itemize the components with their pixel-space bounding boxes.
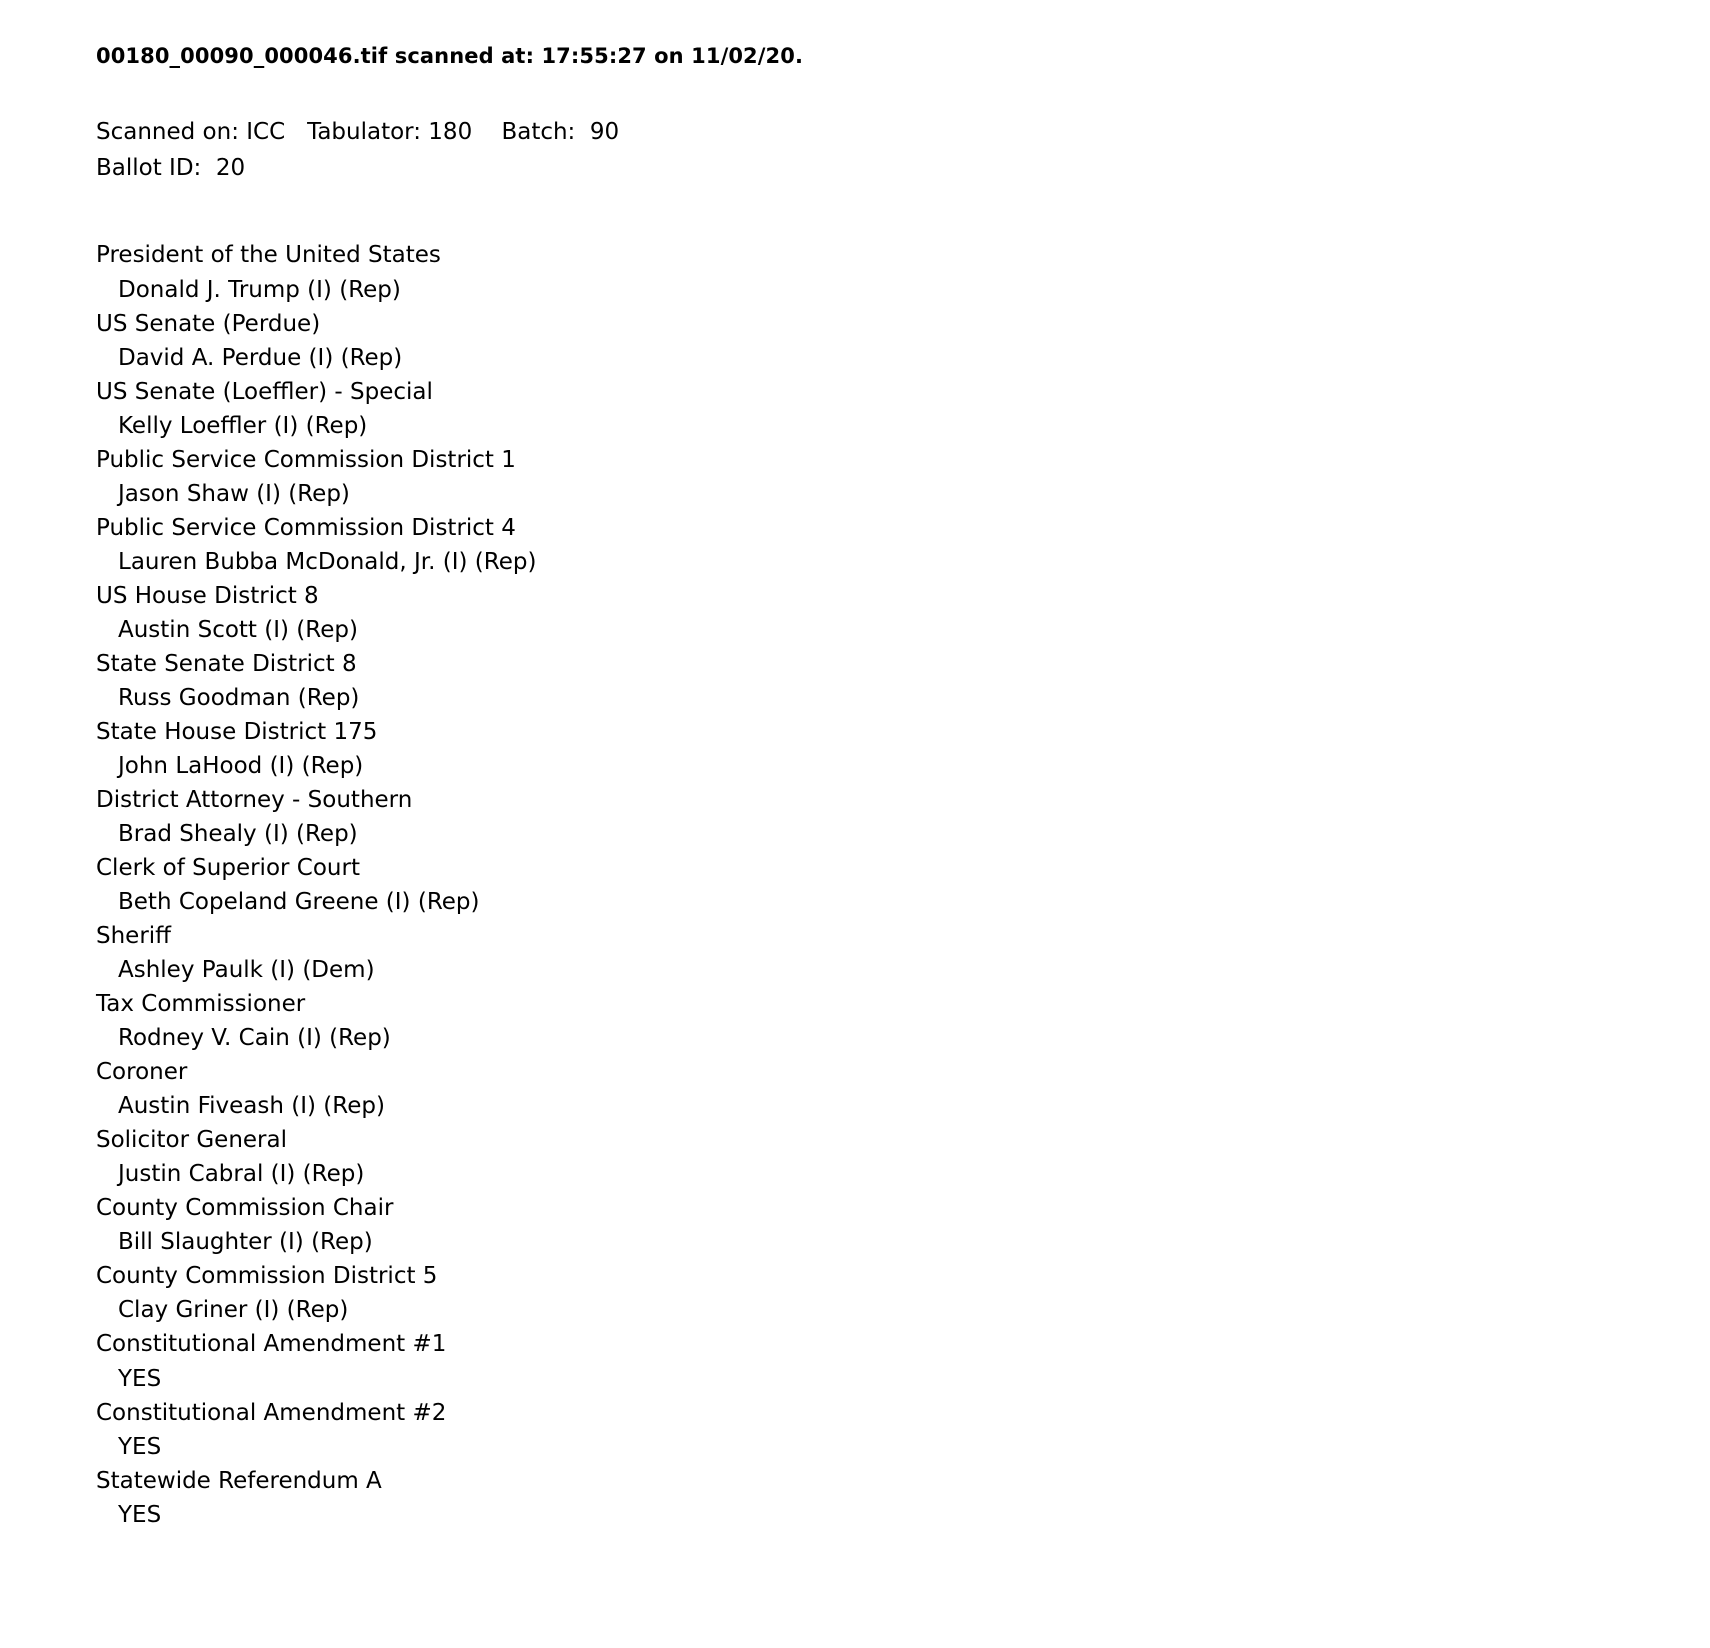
contest-title: Sheriff <box>96 923 172 950</box>
contest-title: State House District 175 <box>96 718 378 745</box>
contest-selection: YES <box>118 1433 162 1460</box>
contest-entry <box>96 443 1620 511</box>
contest-entry <box>96 1327 1620 1395</box>
contest-entry <box>96 511 1620 579</box>
contest-title: Public Service Commission District 1 <box>96 446 516 473</box>
contest-selection: YES <box>118 1501 162 1528</box>
contest-title: Coroner <box>96 1059 188 1086</box>
contest-entry <box>96 715 1620 783</box>
contest-selection: Austin Scott (I) (Rep) <box>118 616 358 643</box>
contest-entry <box>96 783 1620 851</box>
contest-selection: Brad Shealy (I) (Rep) <box>118 821 358 847</box>
contest-selection: Jason Shaw (I) (Rep) <box>118 480 350 507</box>
scan-header-line: 00180_00090_000046.tif scanned at: 17:55:27 on 11/02/20. <box>96 44 804 68</box>
contest-title: County Commission District 5 <box>96 1263 438 1290</box>
scan-metadata <box>96 115 1620 186</box>
contest-title: State Senate District 8 <box>96 650 357 677</box>
contest-selection: Beth Copeland Greene (I) (Rep) <box>118 889 480 916</box>
contest-list <box>96 238 1620 1531</box>
contest-selection: Donald J. Trump (I) (Rep) <box>118 276 401 303</box>
contest-entry <box>96 238 1620 306</box>
contest-entry <box>96 919 1620 987</box>
contest-selection: Rodney V. Cain (I) (Rep) <box>118 1025 391 1052</box>
contest-entry <box>96 851 1620 919</box>
contest-title: US House District 8 <box>96 582 319 609</box>
contest-entry <box>96 375 1620 443</box>
contest-entry <box>96 579 1620 647</box>
contest-title: Statewide Referendum A <box>96 1467 382 1494</box>
contest-selection: Kelly Loeffler (I) (Rep) <box>118 412 368 439</box>
contest-selection: Ashley Paulk (I) (Dem) <box>118 957 375 984</box>
contest-title: District Attorney - Southern <box>96 786 413 813</box>
scan-tabulator-batch-line: Scanned on: ICC Tabulator: 180 Batch: 90 <box>96 119 620 146</box>
contest-title: President of the United States <box>96 242 441 269</box>
contest-entry <box>96 1123 1620 1191</box>
contest-selection: YES <box>118 1365 162 1392</box>
contest-entry <box>96 307 1620 375</box>
contest-selection: Justin Cabral (I) (Rep) <box>118 1161 365 1188</box>
contest-selection: Bill Slaughter (I) (Rep) <box>118 1229 373 1256</box>
contest-entry <box>96 1191 1620 1259</box>
contest-entry <box>96 1464 1620 1532</box>
contest-title: County Commission Chair <box>96 1195 394 1222</box>
contest-selection: John LaHood (I) (Rep) <box>118 752 364 779</box>
contest-title: Public Service Commission District 4 <box>96 514 516 541</box>
contest-selection: Clay Griner (I) (Rep) <box>118 1297 349 1324</box>
contest-entry <box>96 1396 1620 1464</box>
contest-title: Tax Commissioner <box>96 991 306 1018</box>
contest-selection: Russ Goodman (Rep) <box>118 684 360 711</box>
contest-title: Solicitor General <box>96 1127 287 1154</box>
contest-title: US Senate (Perdue) <box>96 310 321 337</box>
contest-title: Clerk of Superior Court <box>96 855 360 882</box>
contest-selection: David A. Perdue (I) (Rep) <box>118 344 403 371</box>
contest-selection: Lauren Bubba McDonald, Jr. (I) (Rep) <box>118 548 537 575</box>
contest-title: Constitutional Amendment #2 <box>96 1399 447 1426</box>
contest-title: Constitutional Amendment #1 <box>96 1331 447 1358</box>
contest-entry <box>96 647 1620 715</box>
contest-selection: Austin Fiveash (I) (Rep) <box>118 1093 385 1120</box>
ballot-id-line: Ballot ID: 20 <box>96 154 246 181</box>
contest-entry <box>96 1055 1620 1123</box>
contest-entry <box>96 1259 1620 1327</box>
contest-title: US Senate (Loeffler) - Special <box>96 378 433 405</box>
contest-entry <box>96 987 1620 1055</box>
